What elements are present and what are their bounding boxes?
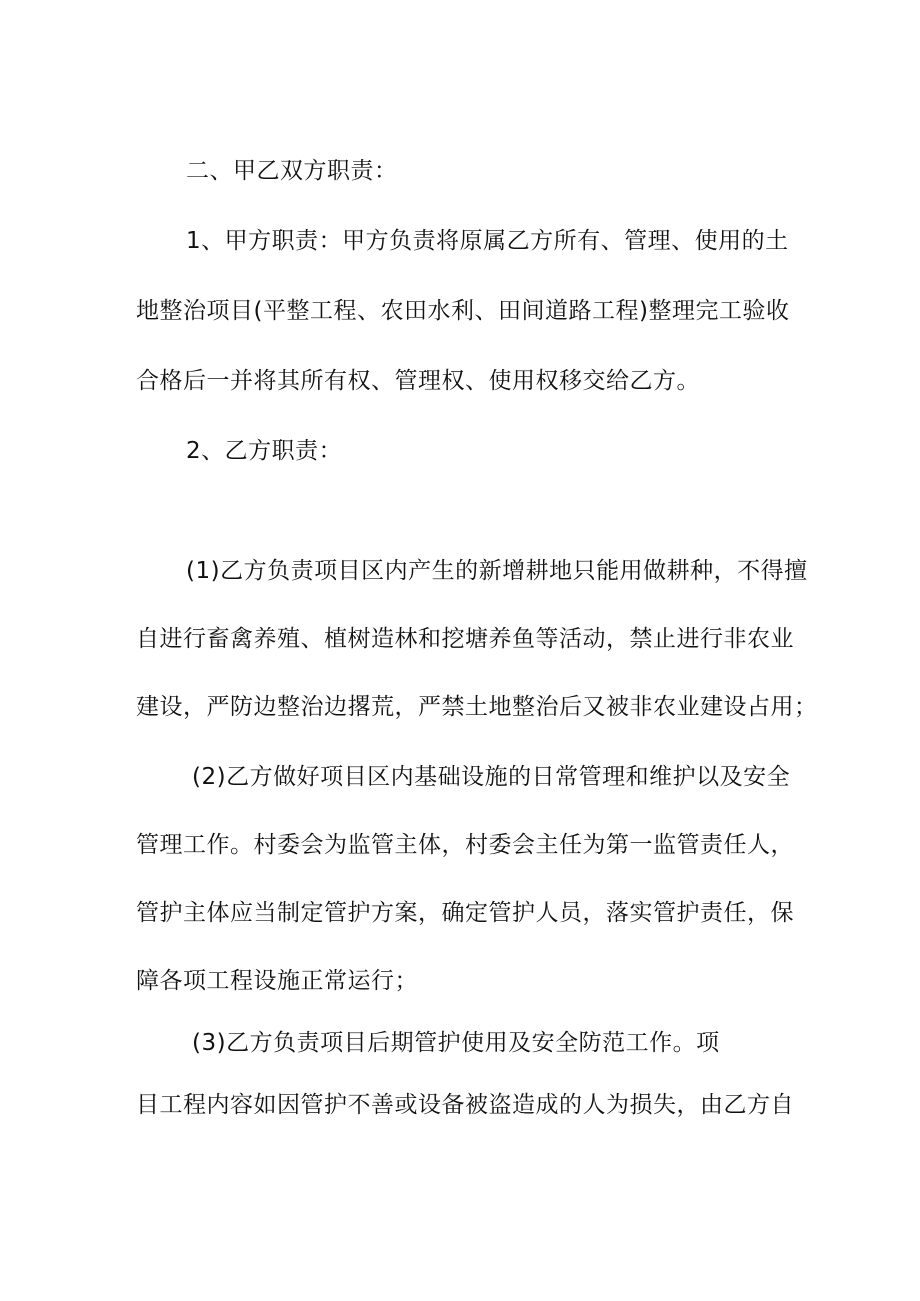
clause2-item3-line-1: (3)乙方负责项目后期管护使用及安全防范工作。项 [192,1030,720,1056]
clause2-item3-line-2: 目工程内容如因管护不善或设备被盗造成的人为损失，由乙方自 [136,1092,794,1118]
clause2-item2-line-2: 管理工作。村委会为监管主体，村委会主任为第一监管责任人， [136,832,794,858]
clause2-item1-line-2: 自进行畜禽养殖、植树造林和挖塘养鱼等活动，禁止进行非农业 [136,626,794,652]
clause1-line-1: 1、甲方职责：甲方负责将原属乙方所有、管理、使用的土 [186,228,789,254]
section-heading: 二、甲乙双方职责： [186,158,398,184]
clause2-item2-line-3: 管护主体应当制定管护方案，确定管护人员，落实管护责任，保 [136,900,794,926]
clause2-item1-line-3: 建设，严防边整治边撂荒，严禁土地整治后又被非农业建设占用； [136,694,818,720]
clause2-item1-line-1: (1)乙方负责项目区内产生的新增耕地只能用做耕种，不得擅 [186,558,808,584]
clause2-item2-line-1: (2)乙方做好项目区内基础设施的日常管理和维护以及安全 [192,764,791,790]
clause2-item2-line-4: 障各项工程设施正常运行； [136,968,418,994]
clause1-line-2: 地整治项目(平整工程、农田水利、田间道路工程)整理完工验收 [136,298,790,324]
clause1-line-3: 合格后一并将其所有权、管理权、使用权移交给乙方。 [136,368,700,394]
clause2-heading: 2、乙方职责： [186,438,343,464]
